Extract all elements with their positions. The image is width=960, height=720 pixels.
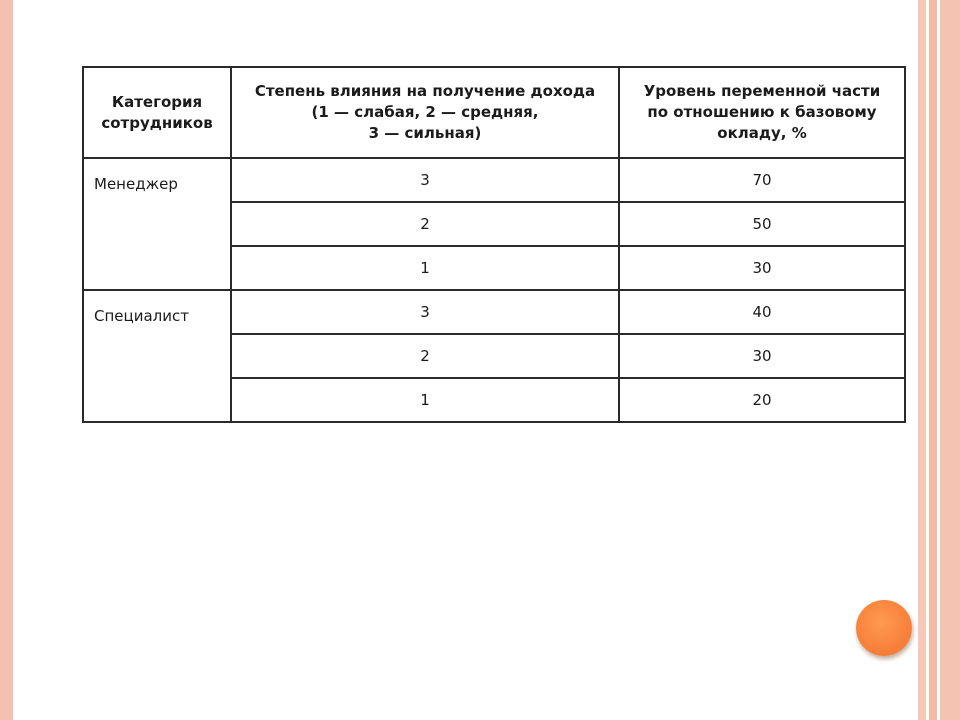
variable-part-cell: 50	[619, 202, 905, 246]
category-cell-specialist: Специалист	[83, 290, 231, 422]
header-employee-category: Категория сотрудников	[83, 67, 231, 158]
influence-cell: 3	[231, 290, 619, 334]
influence-cell: 1	[231, 378, 619, 422]
header-variable-part-level: Уровень переменной части по отношению к базовому окладу, %	[619, 67, 905, 158]
variable-part-cell: 30	[619, 334, 905, 378]
influence-cell: 3	[231, 158, 619, 202]
slide-frame-left	[0, 0, 13, 720]
slide-accent-circle	[856, 600, 912, 656]
table-header-row	[83, 67, 905, 158]
variable-part-cell: 20	[619, 378, 905, 422]
variable-part-cell: 40	[619, 290, 905, 334]
variable-part-cell: 70	[619, 158, 905, 202]
category-cell-manager: Менеджер	[83, 158, 231, 290]
slide-frame-right	[916, 0, 960, 720]
influence-cell: 1	[231, 246, 619, 290]
influence-cell: 2	[231, 202, 619, 246]
influence-cell: 2	[231, 334, 619, 378]
salary-variable-part-table	[82, 66, 906, 423]
table-row	[83, 290, 905, 334]
table-row	[83, 158, 905, 202]
header-influence-degree: Степень влияния на получение дохода (1 — слабая, 2 — средняя, 3 — сильная)	[231, 67, 619, 158]
variable-part-cell: 30	[619, 246, 905, 290]
